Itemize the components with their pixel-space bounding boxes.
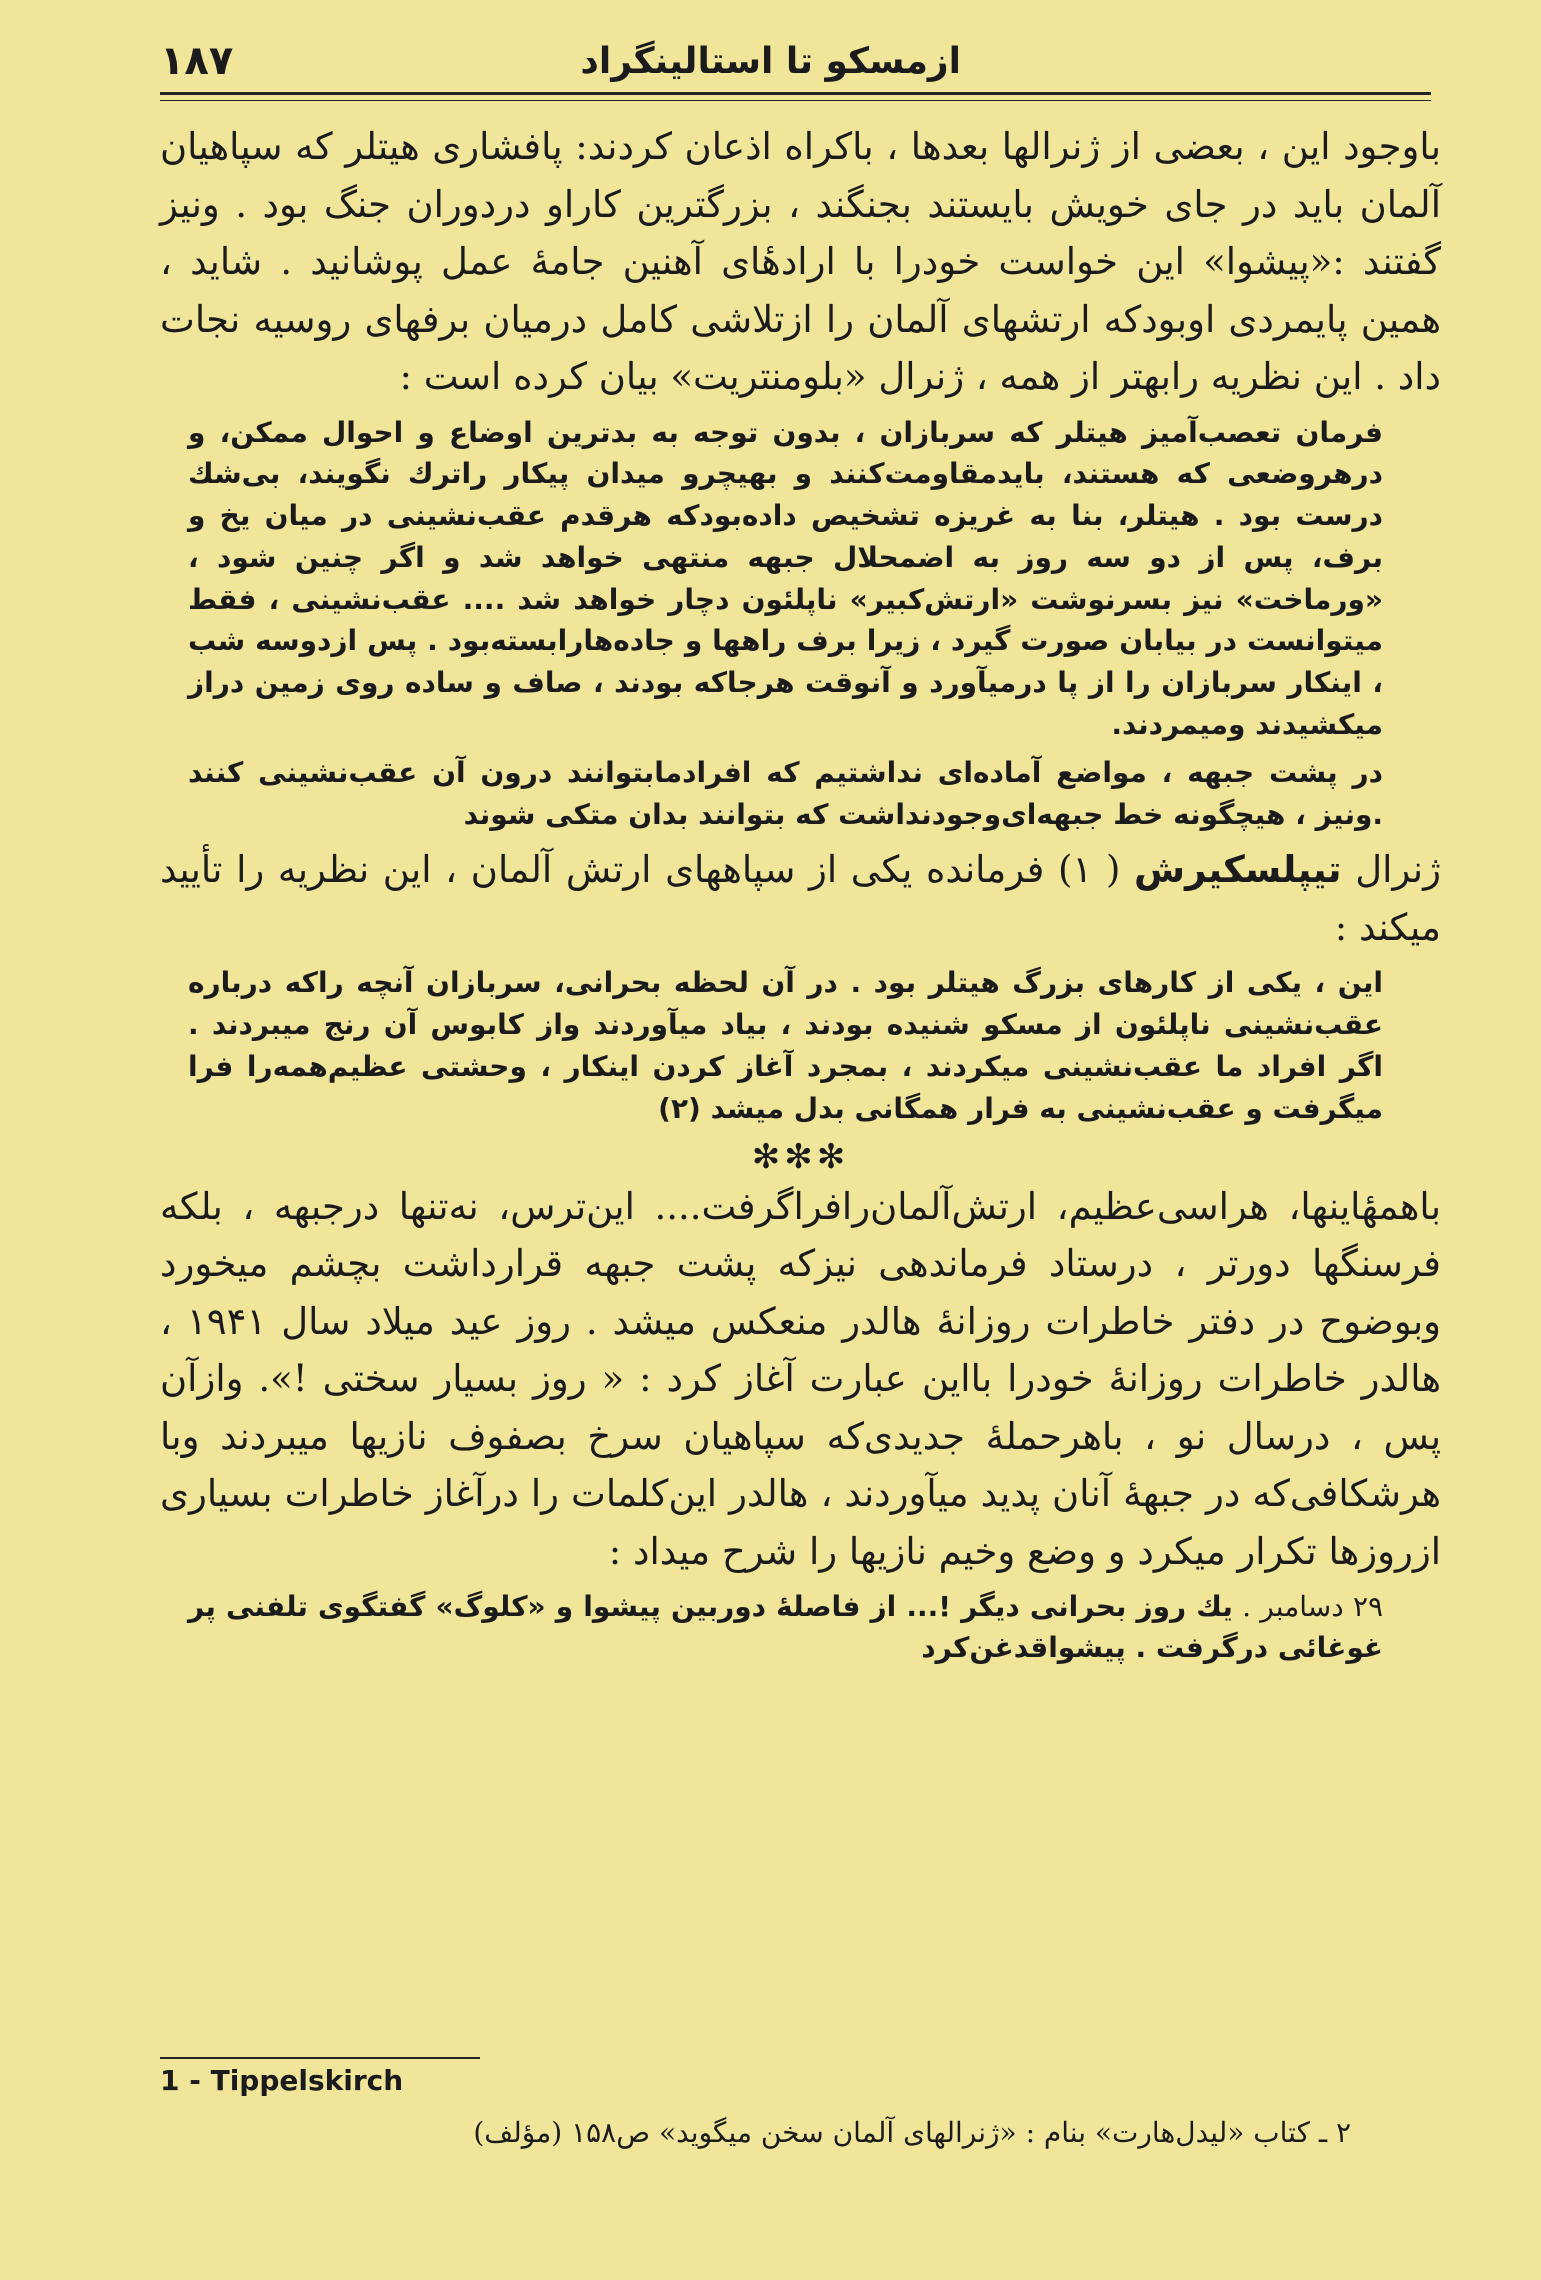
footnote-rule: [160, 2057, 480, 2059]
paragraph-tippelskirch: [160, 841, 1441, 956]
diary-text: یك روز بحرانی دیگر !... از فاصلهٔ دوربین پیشوا و «کلوگ» گفتگوی تلفنی پر غوغائی درگرفت . پیشواقدغن‌کرد: [188, 1590, 1383, 1665]
tippelskirch-name: تیپلسکیرش: [1134, 848, 1342, 892]
section-separator: ✻✻✻: [751, 1136, 850, 1177]
paragraph-intro: باوجود این ، بعضی از ژنرالها بعدها ، باکراه اذعان کردند: پافشاری هیتلر که سپاهیان آلمان باید در جای خویش بایستند بجنگند ، بزرگترین کاراو دردوران جنگ بود . ونیز گفتند :«پیشوا» این خواست خودرا با ارادهٔای آهنین جامهٔ عمل پوشانید . شاید ، همین پایمردی اوبودکه ارتشهای آلمان را ازتلاشی کامل درمیان برفهای روسیه نجات داد . این نظریه رابهتر از همه ، ژنرال «بلومنتریت» بیان کرده است :: [160, 125, 1441, 398]
diary-date: ۲۹ دسامبر .: [1242, 1590, 1384, 1624]
footnote-2: ۲ ـ کتاب «لیدل‌هارت» بنام : «ژنرالهای آلمان سخن میگوید» ص۱۵۸ (مؤلف): [473, 2116, 1351, 2149]
page-number: ۱۸۷: [160, 38, 234, 84]
page-header: [160, 30, 1431, 92]
quote-blumentritt-cont: در پشت جبهه ، مواضع آماده‌ای نداشتیم که افرادمابتوانند درون آن عقب‌نشینی کنند .ونیز ، هیچگونه خط جبهه‌ای‌وجودنداشت که بتوانند بدان متکی شوند: [188, 755, 1383, 831]
header-rule-thin: [160, 100, 1431, 101]
quote-blumentritt: فرمان تعصب‌آمیز هیتلر که سربازان ، بدون توجه به بدترین اوضاع و احوال ممکن، و درهروضعی که هستند، بایدمقاومت‌کنند و بهیچرو میدان پیکار راترك نگویند، بی‌شك درست بود . هیتلر، بنا به غریزه تشخیص داده‌بودکه هرقدم عقب‌نشینی در میان یخ و برف، پس از دو سه روز به اضمحلال جبهه منتهی خواهد شد و اگر چنین شود ، «ورماخت» نیز بسرنوشت «ارتش‌کبیر» ناپلئون دچار خواهد شد .... عقب‌نشینی ، فقط میتوانست در بیابان صورت گیرد ، زیرا برف راهها و جاده‌هارابسته‌بود . پس ازدوسه شب ، اینکار سربازان را از پا درمیآورد و آنوقت هرجاکه بودند ، صاف و ساده روی زمین دراز میکشیدند ومیمردند.: [188, 415, 1383, 742]
para2-start: ژنرال: [1341, 848, 1441, 892]
footnote-1: 1 - Tippelskirch: [160, 2064, 404, 2097]
header-rule: [160, 92, 1431, 95]
page-body: [160, 118, 1441, 1668]
diary-entry: [188, 1586, 1383, 1668]
paragraph-halder: باهمهٔاینها، هراسی‌عظیم، ارتش‌آلمان‌رافراگرفت.... این‌ترس، نه‌تنها درجبهه ، بلکه فرسنگها دورتر ، درستاد فرماندهی نیزکه پشت جبهه قرارداشت بچشم میخورد وبوضوح در دفتر خاطرات روزانهٔ هالدر منعکس میشد . روز عید میلاد سال ۱۹۴۱ ، هالدر خاطرات روزانهٔ خودرا بااین عبارت آغاز کرد : « روز بسیار سختی !». وازآن پس ، درسال نو ، باهرحملهٔ جدیدی‌که سپاهیان سرخ بصفوف نازیها میبردند وبا هرشکافی‌که در جبههٔ آنان پدید میآوردند ، هالدر این‌کلمات را درآغاز خاطرات بسیاری ازروزها تکرار میکرد و وضع وخیم نازیها را شرح میداد :: [160, 1184, 1441, 1573]
quote-tippelskirch: این ، یکی از کارهای بزرگ هیتلر بود . در آن لحظه بحرانی، سربازان آنچه راکه درباره عقب‌نشینی ناپلئون از مسکو شنیده بودند ، بیاد میآوردند واز کابوس آن رنج میبردند . اگر افراد ما عقب‌نشینی میکردند ، بمجرد آغاز کردن اینکار ، وحشتی عظیم‌همه‌را فرا میگرفت و عقب‌نشینی به فرار همگانی بدل میشد (۲): [188, 966, 1383, 1125]
running-title: ازمسکو تا استالینگراد: [580, 40, 961, 82]
para2-rest: ( ۱) فرمانده یکی از سپاههای ارتش آلمان ، این نظریه را تأیید میکند :: [160, 848, 1441, 949]
